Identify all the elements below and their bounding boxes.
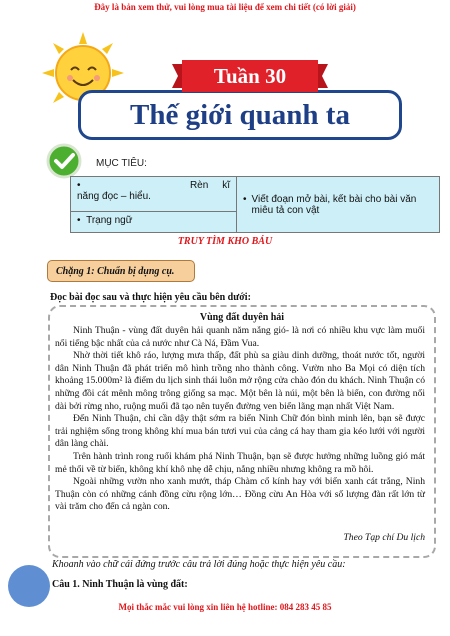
page-title: Thế giới quanh ta (130, 99, 350, 131)
passage-paragraph: Trên hành trình rong ruổi khám phá Ninh Thuận, bạn sẽ được hưởng những luồng gió mát mẻ thổi về từ biển, không khí khô nhẹ dễ chịu, nắng nhiều nhưng không ra mồ hôi. (55, 450, 425, 475)
section-title: TRUY TÌM KHO BÁU (177, 236, 273, 247)
task-instruction: Khoanh vào chữ cái đứng trước câu trả lời đúng hoặc thực hiện yêu cầu: (52, 559, 346, 570)
passage-paragraph: Đến Ninh Thuận, chỉ cần dậy thật sớm ra biển Ninh Chữ đón bình minh lên, bạn sẽ được trải nghiệm sống trong không khí mua bán tươi vui của cảng cá hay tham gia kéo lưới với người dân làng chài. (55, 413, 425, 450)
passage-title: Vùng đất duyên hải (199, 312, 285, 323)
objectives-table (70, 176, 440, 233)
read-instruction: Đọc bài đọc sau và thực hiện yêu cầu bên dưới: (50, 292, 251, 303)
passage-paragraph: Ninh Thuận - vùng đất duyên hải quanh năm nắng gió- là nơi có nhiều khu vực làm muối nổi tiếng bậc nhất của cả nước như Cà Ná, Đầm Vua. (55, 325, 425, 349)
bottom-notice: Mọi thắc mắc vui lòng xin liên hệ hotline: 084 283 45 85 (118, 602, 332, 612)
passage-paragraph: Nhờ thời tiết khô ráo, lượng mưa thấp, đất phù sa giàu dinh dưỡng, thoát nước tốt, người dân Ninh Thuận đã phát triển mô hình trồng nho thành công. Vườn nho Ba Mọi có diện tích khoảng 15.000m² là điểm du lịch sinh thái luôn mở rộng cửa chào đón du khách. Ninh Thuận có những đồi cát mênh mông trông giống sa mạc. Một bên là núi, một bên là biển, con đường nối dài bởi rừng nho, ruộng muối đã tạo nên tuyến đường ven biển lãng mạn nhất Việt Nam. (55, 350, 425, 412)
check-icon (46, 143, 82, 179)
step-label: Chặng 1: Chuẩn bị dụng cụ. (47, 260, 195, 282)
question-1: Câu 1. Ninh Thuận là vùng đất: (52, 579, 188, 590)
passage-body (55, 325, 425, 514)
top-notice: Đây là bản xem thử, vui lòng mua tài liệu để xem chi tiết (có lời giải) (94, 2, 356, 12)
page-marker (8, 565, 50, 607)
week-label: Tuần 30 (213, 64, 287, 88)
objectives-label: MỤC TIÊU: (96, 158, 147, 169)
objective-writing: • Viết đoạn mở bài, kết bài cho bài văn miêu tả con vật (237, 177, 440, 233)
objective-grammar: • Trạng ngữ (71, 212, 237, 233)
passage-source: Theo Tạp chí Du lịch (343, 532, 425, 543)
objective-reading: • Rèn kĩ năng đọc – hiểu. (71, 177, 237, 212)
passage-paragraph: Ngoài những vườn nho xanh mướt, tháp Chàm cổ kính hay với biển xanh cát trắng, Ninh Thuận còn có những cánh đồng cừu rộng lớn… Đồng cừu An Hòa với số lượng đàn rất lớn từ vài trăm cho đến cả ngàn con. (55, 476, 425, 513)
